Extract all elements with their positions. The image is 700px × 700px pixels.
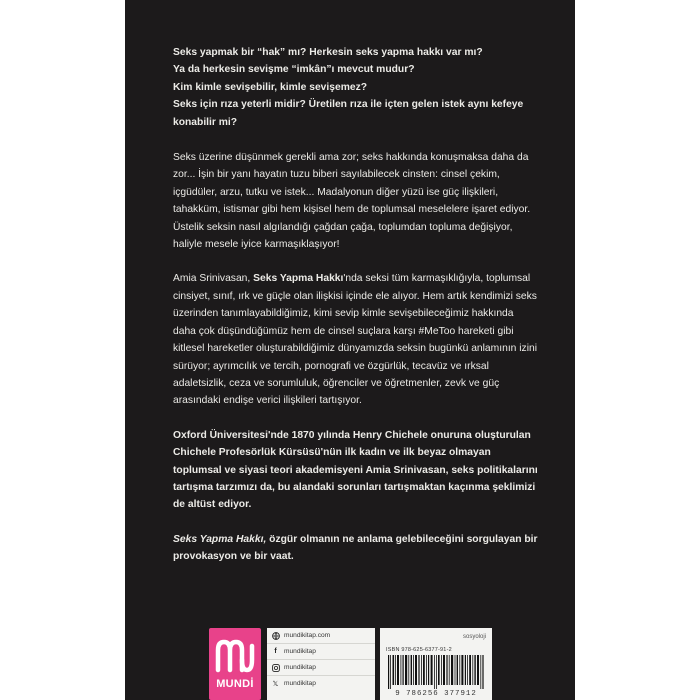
website-text: mundikitap.com xyxy=(284,632,331,639)
publisher-contacts xyxy=(267,628,375,700)
publisher-logo xyxy=(209,628,261,700)
paragraph-2 xyxy=(173,270,539,409)
barcode-icon xyxy=(386,655,486,689)
blurb xyxy=(173,44,539,566)
instagram-text: mundikitap xyxy=(284,664,316,671)
isbn-label: ISBN 978-625-6377-91-2 xyxy=(386,647,452,653)
intro-line: Kim kimle sevişebilir, kimle sevişemez? xyxy=(173,81,368,93)
globe-icon xyxy=(271,631,280,640)
intro-questions xyxy=(173,44,539,131)
x-icon: 𝕏 xyxy=(272,680,279,688)
facebook-row xyxy=(267,644,375,660)
barcode-number: 9 786256 377912 xyxy=(395,690,477,698)
facebook-icon: f xyxy=(274,648,277,655)
instagram-icon xyxy=(271,663,280,672)
book-title-italic: Seks Yapma Hakkı, xyxy=(173,533,267,545)
instagram-row xyxy=(267,660,375,676)
website-row xyxy=(267,628,375,644)
barcode-panel xyxy=(380,628,492,700)
book-title-bold: Seks Yapma Hakkı xyxy=(253,273,344,285)
paragraph-4-rest: özgür olmanın ne anlama gelebileceğini sorgulayan bir provokasyon ve bir vaat. xyxy=(173,533,538,563)
mundi-logo-icon xyxy=(215,638,255,674)
back-cover xyxy=(125,0,575,700)
paragraph-4 xyxy=(173,531,539,566)
publisher-logo-text: MUNDİ xyxy=(216,678,254,690)
x-row xyxy=(267,676,375,691)
intro-line: Ya da herkesin sevişme “imkân”ı mevcut mudur? xyxy=(173,64,415,76)
paragraph-2-start: Amia Srinivasan, xyxy=(173,273,254,285)
paragraph-1: Seks üzerine düşünmek gerekli ama zor; seks hakkında konuşmaksa daha da zor... İşin bir yanı hayatın tuzu biberi sayılabilecek cinsten: cinsel çekim, içgüdüler, arzu, tutku ve istek... Madalyonun diğer yüzü ise güç ilişkileri, tahakküm, istismar gibi hem kişisel hem de toplumsal meselelere işaret ediyor. Üstelik seksin nasıl algılandığı çağdan çağa, toplumdan topluma değişiyor, haliyle mesele iyice karmaşıklaşıyor! xyxy=(173,152,531,251)
intro-line: Seks için rıza yeterli midir? Üretilen rıza ile içten gelen istek aynı kefeye konabilir mi? xyxy=(173,99,524,128)
paragraph-3: Oxford Üniversitesi'nde 1870 yılında Henry Chichele onuruna oluşturulan Chichele Profesörlük Kürsüsü'nün ilk kadın ve ilk beyaz olmayan toplumsal ve siyasi teori akademisyeni Amia Srinivasan, seks politikalarını tartışma tarzımızı da, bu alandaki sorunları tartışmaktan kaçınma şeklimizi de altüst ediyor. xyxy=(173,429,538,511)
intro-line: Seks yapmak bir “hak” mı? Herkesin seks yapma hakkı var mı? xyxy=(173,47,483,58)
imprint-strip xyxy=(125,625,575,700)
paragraph-2-rest: 'nda seksi tüm karmaşıklığıyla, toplumsal cinsiyet, sınıf, ırk ve güçle olan ilişkisi içinde ele alıyor. Hem artık kendimizi seks üzerinden tanımlayabildiğimiz, kimi sevip kimle sevişebileceğimiz hakkında daha çok düşündüğümüz hem de cinsel suçlara karşı #MeToo hareketi gibi kitlesel hareketler oluşturabildiğimiz dünyamızda seksin bugünkü anlamının izini sürüyor; ayrımcılık ve tercih, pornografi ve özgürlük, tecavüz ve ırksal adaletsizlik, ceza ve sorumluluk, öğrenciler ve öğretmenler, zevk ve güç arasındaki endişe verici ilişkileri tartışıyor. xyxy=(173,273,538,407)
category-label: sosyoloji xyxy=(462,634,486,640)
x-text: mundikitap xyxy=(284,680,316,687)
facebook-text: mundikitap xyxy=(284,648,316,655)
